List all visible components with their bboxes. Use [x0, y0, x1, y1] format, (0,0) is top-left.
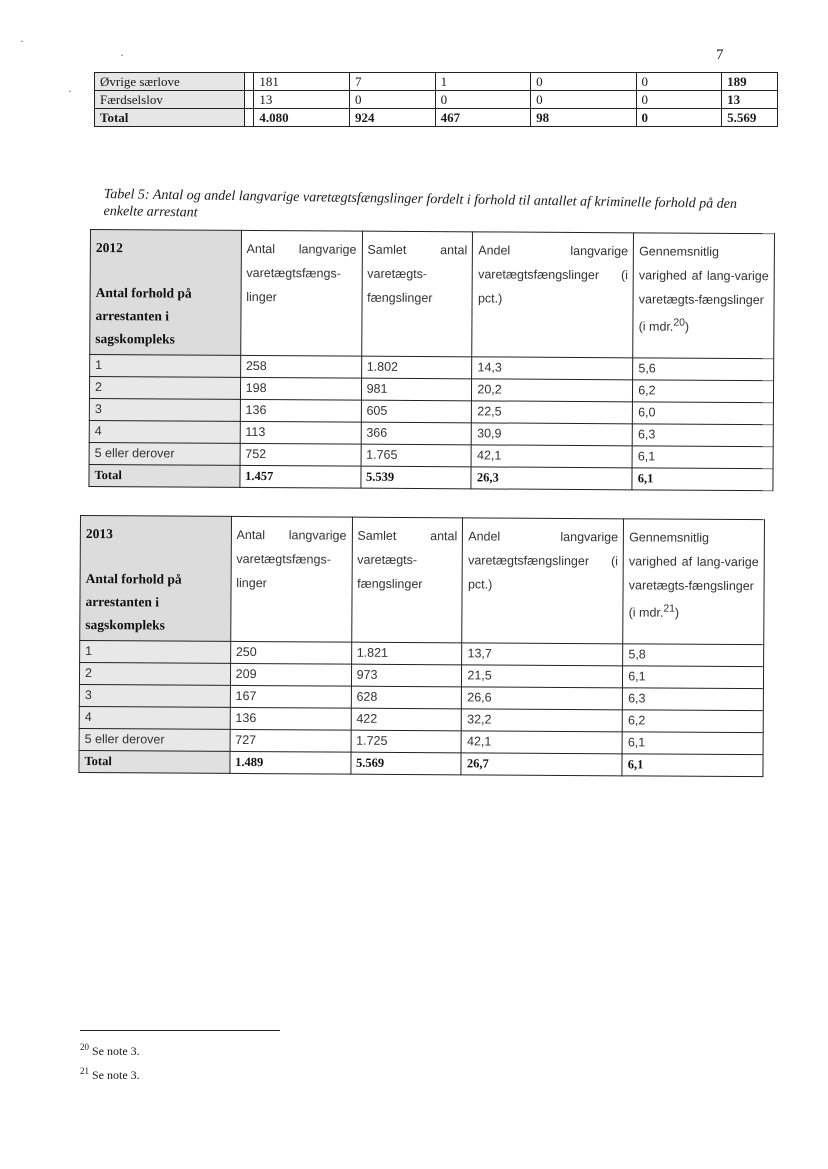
cell: 250 [230, 641, 351, 664]
footnote-ref: 20 [673, 317, 686, 329]
cell: 0 [531, 91, 636, 109]
page-number: 7 [716, 47, 724, 63]
cell: 5,6 [633, 358, 774, 381]
stat-table-2012 [88, 229, 775, 491]
header-label-cell [80, 516, 231, 642]
header-label-cell [90, 230, 241, 356]
col-header-with-note: Gennemsnitlig varighed af lang-varige varetægts-fængslinger (i mdr.$^{21}$) [623, 519, 765, 645]
cell: 981 [361, 378, 472, 401]
row-label: 2 [79, 663, 230, 686]
cell: 605 [361, 400, 472, 423]
cell: 0 [636, 73, 722, 91]
total-row [89, 464, 773, 490]
footnote-text: Se note 3. [92, 1068, 140, 1082]
scan-speck: · [120, 48, 124, 62]
cell: 973 [351, 664, 462, 687]
col-header-with-note: Gennemsnitlig varighed af lang-varige varetægts-fængslinger (i mdr.$^{20}$) [633, 233, 775, 359]
cell: 1.725 [351, 730, 462, 753]
cell: 181 [254, 73, 350, 91]
cell: 1.489 [230, 751, 351, 774]
year-label: 2012 [95, 240, 123, 256]
cell: 5.569 [722, 109, 778, 127]
cell: 14,3 [472, 357, 633, 380]
scan-speck: · [68, 84, 72, 98]
cell: 98 [531, 109, 636, 127]
total-row [79, 750, 763, 776]
cell: 752 [240, 443, 361, 466]
col-header: Antal langvarige varetægtsfængs-linger [230, 516, 352, 642]
col-header: Samlet antal varetægts-fængslinger [361, 231, 473, 357]
year-label: 2013 [85, 526, 113, 542]
col-header: Gennemsnitlig varighed af lang-varige varetægts-fængslinger (i mdr. [638, 244, 769, 334]
cell: 6,1 [622, 754, 763, 777]
cell: 13 [254, 91, 350, 109]
cell: 136 [240, 399, 361, 422]
scan-speck: · [20, 34, 24, 48]
row-header-label: Antal forhold på arrestanten i sagskompleks [85, 571, 182, 633]
row-label: 2 [89, 377, 240, 400]
total-row [95, 109, 778, 127]
cell: 0 [435, 91, 531, 109]
col-header: Andel langvarige varetægtsfængslinger (i pct.) [462, 518, 624, 644]
footnote-text: Se note 3. [92, 1044, 140, 1058]
table-row [95, 73, 778, 91]
cell: 13 [722, 91, 778, 109]
cell: 26,6 [462, 687, 623, 710]
cell: 22,5 [472, 401, 633, 424]
col-header: Andel langvarige varetægtsfængslinger (i pct.) [472, 232, 634, 358]
row-header-label: Antal forhold på arrestanten i sagskompleks [95, 285, 192, 347]
row-label: 1 [90, 355, 241, 378]
cell: 21,5 [462, 665, 623, 688]
cell: 136 [230, 707, 351, 730]
cell: 6,3 [632, 424, 773, 447]
cell: 209 [230, 663, 351, 686]
cell: 0 [531, 73, 636, 91]
cell: 6,1 [632, 468, 773, 491]
cell: 30,9 [472, 423, 633, 446]
row-label: 3 [79, 684, 230, 707]
row-label: 4 [89, 420, 240, 443]
cell: 6,1 [623, 666, 764, 689]
cell: 6,2 [622, 710, 763, 733]
cell: 26,7 [461, 753, 622, 776]
row-label: Færdselslov [95, 91, 245, 109]
cell: 113 [240, 421, 361, 444]
cell: 924 [349, 109, 435, 127]
cell: 727 [230, 729, 351, 752]
cell: 1.802 [361, 356, 472, 379]
cell: 1.765 [361, 444, 472, 467]
cell: 1.821 [351, 642, 462, 665]
col-header: Samlet antal varetægts-fængslinger [351, 517, 463, 643]
row-label: 3 [89, 398, 240, 421]
cell: 6,2 [633, 380, 774, 403]
cell: 6,1 [632, 446, 773, 469]
cell: 422 [351, 708, 462, 731]
cell: 1 [435, 73, 531, 91]
cell: 189 [722, 73, 778, 91]
cell: 258 [240, 355, 361, 378]
cell: 4.080 [254, 109, 350, 127]
footnote-divider [80, 1030, 280, 1031]
row-label: 1 [80, 641, 231, 664]
cell: 467 [435, 109, 531, 127]
table-row [95, 91, 778, 109]
row-label: Total [95, 109, 245, 127]
col-header: Antal langvarige varetægtsfængs-linger [240, 230, 362, 356]
cell: 1.457 [240, 465, 361, 488]
footnote-number: 20 [80, 1042, 89, 1052]
footnote-ref: 21 [663, 603, 676, 615]
table-caption: Tabel 5: Antal og andel langvarige varetægtsfængslinger fordelt i forhold til antallet af kriminelle forhold på den enkelte arrestant [103, 186, 738, 221]
cell: 5.539 [361, 466, 472, 489]
cell: 6,0 [633, 402, 774, 425]
cell: 6,3 [623, 688, 764, 711]
footnote-number: 21 [80, 1066, 89, 1076]
cell: 198 [240, 377, 361, 400]
cell: 20,2 [472, 379, 633, 402]
row-label: 5 eller derover [89, 442, 240, 465]
row-label: 5 eller derover [79, 728, 230, 751]
row-label: Øvrige særlove [95, 73, 245, 91]
cell: 5.569 [351, 752, 462, 775]
cell: 0 [349, 91, 435, 109]
cell: 13,7 [462, 643, 623, 666]
cell: 6,1 [622, 732, 763, 755]
footnote [80, 1066, 140, 1083]
cell: 32,2 [462, 709, 623, 732]
stat-table-2013 [78, 515, 765, 777]
cell: 0 [636, 91, 722, 109]
header-row [80, 516, 765, 645]
cell: 628 [351, 686, 462, 709]
header-row [90, 230, 775, 359]
cell: 167 [230, 685, 351, 708]
cell: 42,1 [461, 731, 622, 754]
cell: 26,3 [471, 467, 632, 490]
cell: 5,8 [623, 644, 764, 667]
cell: 42,1 [471, 445, 632, 468]
offense-table-continued [94, 72, 778, 127]
footnote [80, 1042, 140, 1059]
row-label: Total [89, 464, 240, 487]
cell: 7 [349, 73, 435, 91]
cell: 366 [361, 422, 472, 445]
cell: 0 [636, 109, 722, 127]
row-label: 4 [79, 706, 230, 729]
row-label: Total [79, 750, 230, 773]
col-header: Gennemsnitlig varighed af lang-varige varetægts-fængslinger (i mdr. [628, 530, 759, 620]
